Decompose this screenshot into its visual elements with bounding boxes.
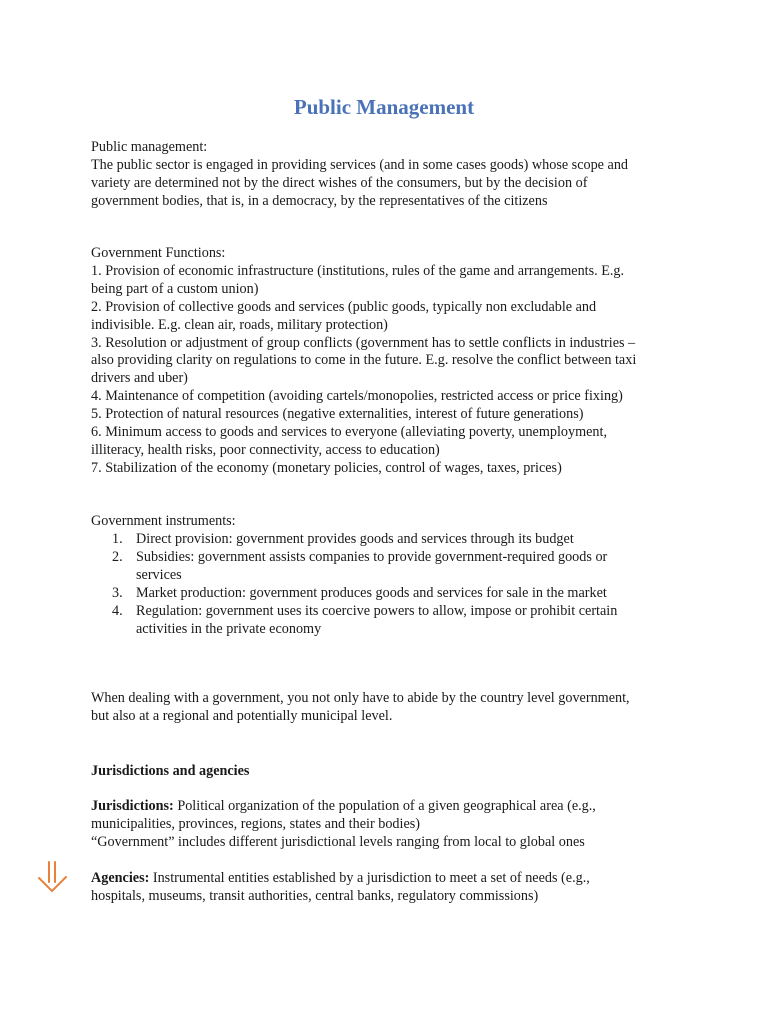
functions-line: 2. Provision of collective goods and services (public goods, typically non excludable and (91, 298, 597, 315)
list-item-number: 1. (112, 531, 123, 547)
list-item-number: 4. (112, 602, 123, 619)
agencies-term: Agencies: (91, 870, 150, 886)
dealing-line: When dealing with a government, you not only have to abide by the country level government, (91, 690, 630, 706)
jurisdictions-paragraph (91, 798, 681, 852)
functions-line: 5. Protection of natural resources (negative externalities, interest of future generations) (91, 406, 584, 423)
page-title: Public Management (293, 95, 475, 119)
list-item-text: services (136, 566, 182, 583)
list-item (91, 585, 681, 603)
functions-line: 6. Minimum access to goods and services to everyone (alleviating poverty, unemployment, (91, 424, 608, 441)
section-heading: Jurisdictions and agencies (91, 763, 250, 779)
functions-heading: Government Functions: (91, 245, 226, 261)
intro-line: The public sector is engaged in providing services (and in some cases goods) whose scope and (91, 156, 629, 173)
list-item (91, 549, 681, 585)
list-item-text: Market production: government produces goods and services for sale in the market (136, 584, 607, 601)
list-item-number: 2. (112, 548, 123, 565)
list-item (91, 531, 681, 549)
list-item-text: Subsidies: government assists companies to provide government-required goods or (136, 548, 608, 565)
functions-section (91, 245, 681, 478)
agencies-line: hospitals, museums, transit authorities, central banks, regulatory commissions) (91, 887, 539, 904)
agencies-paragraph (91, 870, 681, 906)
agencies-definition: Instrumental entities established by a jurisdiction to meet a set of needs (e.g., (149, 870, 590, 886)
jurisdictions-line: “Government” includes different jurisdictional levels ranging from local to global ones (91, 833, 585, 850)
instruments-list (91, 531, 681, 638)
functions-line: drivers and uber) (91, 370, 188, 387)
jurisdictions-term: Jurisdictions: (91, 798, 174, 814)
list-item-text: Regulation: government uses its coercive powers to allow, impose or prohibit certain (136, 602, 618, 619)
functions-line: 1. Provision of economic infrastructure (institutions, rules of the game and arrangements. E.g. (91, 262, 625, 279)
functions-line: 4. Maintenance of competition (avoiding cartels/monopolies, restricted access or price fixing) (91, 388, 623, 405)
list-item-number: 3. (112, 584, 123, 601)
functions-line: 7. Stabilization of the economy (monetary policies, control of wages, taxes, prices) (91, 459, 562, 476)
double-down-arrow-icon (36, 860, 70, 894)
intro-label: Public management: (91, 139, 208, 155)
instruments-heading (91, 513, 681, 531)
functions-line: also providing clarity on regulations to come in the future. E.g. resolve the conflict between taxi (91, 352, 637, 369)
functions-line: indivisible. E.g. clean air, roads, military protection) (91, 316, 388, 333)
intro-section (91, 139, 681, 211)
instruments-heading-text: Government instruments: (91, 513, 236, 529)
dealing-line: but also at a regional and potentially municipal level. (91, 707, 393, 724)
intro-line: variety are determined not by the direct wishes of the consumers, but by the decision of (91, 174, 588, 191)
functions-line: being part of a custom union) (91, 280, 259, 297)
dealing-paragraph (91, 690, 681, 726)
jurisdictions-line: municipalities, provinces, regions, states and their bodies) (91, 815, 420, 832)
agencies-line (91, 870, 681, 888)
functions-line: illiteracy, health risks, poor connectivity, access to education) (91, 441, 440, 458)
jurisdictions-line (91, 798, 681, 816)
intro-line: government bodies, that is, in a democracy, by the representatives of the citizens (91, 192, 548, 209)
list-item-text: activities in the private economy (136, 620, 322, 637)
functions-line: 3. Resolution or adjustment of group conflicts (government has to settle conflicts in industries – (91, 334, 636, 351)
list-item-text: Direct provision: government provides goods and services through its budget (136, 531, 574, 547)
list-item (91, 603, 681, 639)
jurisdictions-definition: Political organization of the population of a given geographical area (e.g., (173, 798, 596, 814)
